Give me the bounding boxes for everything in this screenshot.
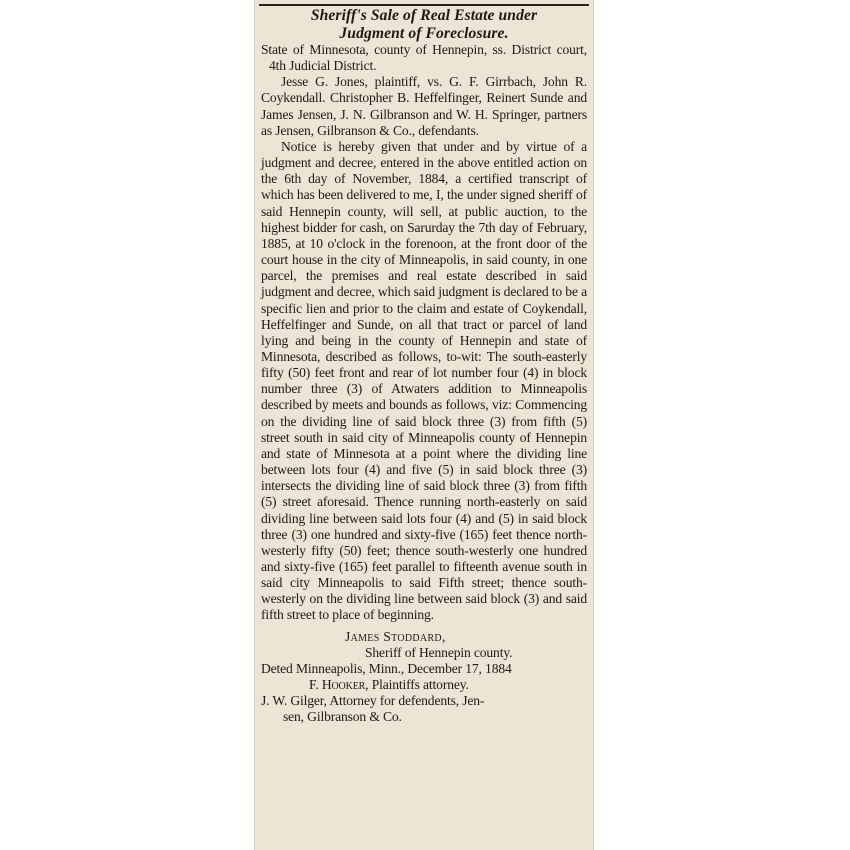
defendant-attorney xyxy=(261,693,587,725)
case-parties: Jesse G. Jones, plaintiff, vs. G. F. Girrbach, John R. Coykendall. Christopher B. Heffelfinger, Reinert Sunde and James Jensen, J. N. Gilbranson and W. H. Springer, partners as Jensen, Gilbranson & Co., defendants. xyxy=(261,74,587,138)
headline-line-2: Judgment of Foreclosure. xyxy=(339,24,509,42)
newspaper-clipping xyxy=(255,0,593,850)
sheriff-name: James Stoddard, xyxy=(345,628,446,644)
legal-notice xyxy=(261,7,587,726)
defendant-attorney-line-2: sen, Gilbranson & Co. xyxy=(283,709,402,725)
notice-body: Notice is hereby given that under and by virtue of a judgment and decree, entered in the above entitled action on the 6th day of November, 1884, a certified transcript of which has been delivered to me, I, the under signed sheriff of said Hennepin county, will sell, at public auction, to the highest bidder for cash, on Sarurday the 7th day of February, 1885, at 10 o'clock in the forenoon, at the front door of the court house in the city of Minneapolis, in said county, in one parcel, the premises and real estate described in said judgment and decree, which said judgment is declared to be a specific lien and prior to the claim and estate of Coykendall, Heffelfinger and Sunde, on all that tract or parcel of land lying and being in the county of Hennepin and state of Minnesota, described as follows, to-wit: The south-easterly fifty (50) feet front and rear of lot number four (4) in block number three (3) of Atwaters addition to Minneapolis described by meets and bounds as follows, viz: Commencing on the dividing line of said block three (3) from fifth (5) street south in said city of Minneapolis county of Hennepin and state of Minnesota at a point where the dividing line between lots four (4) and five (5) in said block three (3) intersects the dividing line of said block three (3) from fifth (5) street aforesaid. Thence running north-easterly on said dividing line between said lots four (4) and (5) in said block three (3) one hundred and sixty-five (165) feet thence north-westerly fifty (50) feet; thence south-westerly one hundred and sixty-five (165) feet parallel to fifteenth avenue south in said city Minneapolis to said Fifth street; thence south-westerly on the dividing line between said block (3) and said fifth street to place of beginning. xyxy=(261,138,587,623)
plaintiff-attorney-name: F. Hooker, xyxy=(309,677,369,693)
dated-line: Deted Minneapolis, Minn., December 17, 1884 xyxy=(261,660,512,676)
top-rule xyxy=(259,4,589,6)
sheriff-title: Sheriff of Hennepin county. xyxy=(365,644,513,660)
notice-headline xyxy=(261,7,587,42)
headline-line-1: Sheriff's Sale of Real Estate under xyxy=(310,7,538,24)
plaintiff-attorney-title: Plaintiffs attorney. xyxy=(371,677,469,693)
plaintiff-attorney xyxy=(261,677,587,693)
court-venue: State of Minnesota, county of Hennepin, ss. District court, 4th Judicial District. xyxy=(261,42,587,74)
defendant-attorney-line-1: J. W. Gilger, Attorney for defendents, Jen- xyxy=(261,693,485,709)
